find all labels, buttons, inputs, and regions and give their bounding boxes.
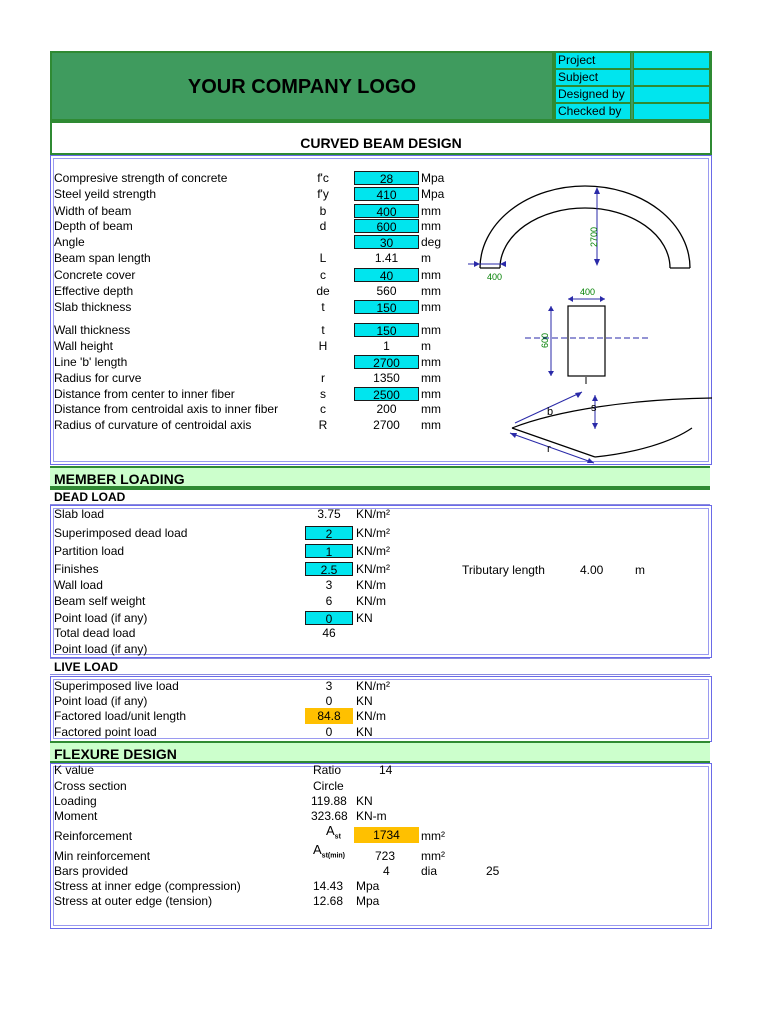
param-input[interactable]: 400 xyxy=(354,204,419,218)
param-input[interactable]: 40 xyxy=(354,268,419,282)
param-input[interactable]: 150 xyxy=(354,323,419,337)
live-load-title: LIVE LOAD xyxy=(54,660,119,674)
param-label: Radius for curve xyxy=(54,371,142,385)
param-label: Beam span length xyxy=(54,251,151,265)
param-symbol: f'y xyxy=(317,187,329,201)
param-input[interactable]: 150 xyxy=(354,300,419,314)
reinforcement-value: 1734 xyxy=(354,827,419,843)
stress-inner-unit: Mpa xyxy=(356,879,380,893)
live-load-unit: KN xyxy=(356,694,373,708)
dead-load-unit: KN/m² xyxy=(356,544,390,558)
param-unit: Mpa xyxy=(421,187,445,201)
param-label: Radius of curvature of centroidal axis xyxy=(54,418,252,432)
dead-load-unit: KN/m² xyxy=(356,507,390,521)
param-input[interactable]: 2500 xyxy=(354,387,419,401)
param-label: Wall height xyxy=(54,339,113,353)
dead-load-title: DEAD LOAD xyxy=(54,490,126,504)
param-input[interactable]: 600 xyxy=(354,219,419,233)
param-value: 1.41 xyxy=(374,251,399,265)
dead-load-input[interactable]: 0 xyxy=(305,611,353,625)
param-label: Width of beam xyxy=(54,204,132,218)
live-load-highlight: 84.8 xyxy=(305,708,353,724)
cross-section-value: Circle xyxy=(313,779,344,793)
flexure-design-header xyxy=(50,741,710,763)
dead-load-input[interactable]: 1 xyxy=(305,544,353,558)
param-unit: mm xyxy=(421,402,441,416)
param-label: Line 'b' length xyxy=(54,355,128,369)
reinforcement-symbol-a: A xyxy=(326,823,335,838)
live-load-unit: KN/m xyxy=(356,709,386,723)
param-unit: mm xyxy=(421,300,441,314)
reinforcement-symbol xyxy=(326,824,341,845)
param-unit: Mpa xyxy=(421,171,445,185)
min-reinforcement-value: 723 xyxy=(375,849,396,863)
live-load-value: 3 xyxy=(325,679,333,693)
dead-load-unit: KN/m xyxy=(356,578,386,592)
tributary-length-unit: m xyxy=(635,563,645,577)
reinforcement-symbol-sub: st xyxy=(334,833,341,841)
param-value: 1 xyxy=(383,339,390,353)
subject-label: Subject xyxy=(555,69,631,86)
param-symbol: c xyxy=(320,402,326,416)
dead-load-label: Point load (if any) xyxy=(54,611,148,625)
stress-outer-value: 12.68 xyxy=(313,894,344,908)
param-input[interactable]: 2700 xyxy=(354,355,419,369)
dead-load-label: Total dead load xyxy=(54,626,136,640)
member-loading-header xyxy=(50,466,710,488)
project-label: Project xyxy=(555,52,631,69)
dead-load-label: Beam self weight xyxy=(54,594,146,608)
param-unit: m xyxy=(421,339,431,353)
param-unit: mm xyxy=(421,387,441,401)
param-input[interactable]: 30 xyxy=(354,235,419,249)
min-reinforcement-symbol xyxy=(313,843,345,864)
param-label: Distance from center to inner fiber xyxy=(54,387,235,401)
param-symbol: d xyxy=(319,219,327,233)
stress-inner-value: 14.43 xyxy=(313,879,344,893)
param-unit: mm xyxy=(421,418,441,432)
sector-b-label: b xyxy=(547,406,554,418)
min-reinforcement-symbol-sub: st(min) xyxy=(321,852,346,860)
param-symbol: H xyxy=(318,339,328,353)
param-symbol: b xyxy=(319,204,327,218)
loading-value: 119.88 xyxy=(311,794,347,808)
param-symbol: t xyxy=(321,300,325,314)
dead-load-unit: KN xyxy=(356,611,373,625)
param-input[interactable]: 410 xyxy=(354,187,419,201)
reinforcement-label: Reinforcement xyxy=(54,829,133,843)
param-symbol: f'c xyxy=(317,171,329,185)
dead-load-unit: KN/m xyxy=(356,594,386,608)
loading-label: Loading xyxy=(54,794,97,808)
bars-provided-value: 4 xyxy=(383,864,390,878)
arch-height-label: 2700 xyxy=(589,226,599,247)
param-value: 200 xyxy=(376,402,397,416)
param-value: 2700 xyxy=(373,418,400,432)
param-label: Steel yeild strength xyxy=(54,187,157,201)
min-reinforcement-label: Min reinforcement xyxy=(54,849,151,863)
param-unit: deg xyxy=(421,235,442,249)
member-loading-title: MEMBER LOADING xyxy=(54,471,185,487)
param-unit: mm xyxy=(421,284,441,298)
section-width-label: 400 xyxy=(580,287,596,297)
param-unit: mm xyxy=(421,268,441,282)
param-unit: mm xyxy=(421,219,441,233)
checked-by-field[interactable] xyxy=(633,103,710,120)
arch-width-label: 400 xyxy=(487,272,503,282)
param-label: Concrete cover xyxy=(54,268,136,282)
dead-load-label: Point load (if any) xyxy=(54,642,148,656)
dead-load-unit: KN/m² xyxy=(356,562,390,576)
dead-load-value: 6 xyxy=(325,594,333,608)
reinforcement-unit: mm² xyxy=(421,829,445,843)
param-symbol: c xyxy=(320,268,326,282)
k-value: 14 xyxy=(379,763,393,777)
dead-load-value: 3.75 xyxy=(317,507,341,521)
dead-load-label: Wall load xyxy=(54,578,103,592)
param-label: Slab thickness xyxy=(54,300,132,314)
param-label: Angle xyxy=(54,235,85,249)
subject-field[interactable] xyxy=(633,69,710,86)
dead-load-value: 3 xyxy=(325,578,333,592)
dead-load-unit: KN/m² xyxy=(356,526,390,540)
dead-load-label: Superimposed dead load xyxy=(54,526,188,540)
sector-s-label: s xyxy=(591,402,597,414)
company-logo-text: YOUR COMPANY LOGO xyxy=(187,76,417,98)
checked-by-label: Checked by xyxy=(555,103,631,120)
param-input[interactable]: 28 xyxy=(354,171,419,185)
live-load-value: 0 xyxy=(325,725,333,739)
bars-provided-label: Bars provided xyxy=(54,864,129,878)
dead-load-label: Finishes xyxy=(54,562,99,576)
param-symbol: r xyxy=(321,371,325,385)
section-depth-label: 600 xyxy=(540,332,550,348)
moment-value: 323.68 xyxy=(311,809,348,823)
stress-inner-label: Stress at inner edge (compression) xyxy=(54,879,241,893)
project-field[interactable] xyxy=(633,52,710,69)
k-value-label: K value xyxy=(54,763,95,777)
param-value: 560 xyxy=(376,284,397,298)
curved-beam-diagram xyxy=(460,185,712,465)
dead-load-label: Partition load xyxy=(54,544,125,558)
min-reinforcement-symbol-a: A xyxy=(313,842,322,857)
designed-by-field[interactable] xyxy=(633,86,710,103)
live-load-unit: KN/m² xyxy=(356,679,390,693)
bars-dia-label: dia xyxy=(421,864,438,878)
param-unit: mm xyxy=(421,371,441,385)
flexure-design-title: FLEXURE DESIGN xyxy=(54,746,177,762)
param-label: Wall thickness xyxy=(54,323,131,337)
tributary-length-label: Tributary length xyxy=(462,563,545,577)
cross-section-label: Cross section xyxy=(54,779,127,793)
designed-by-label: Designed by xyxy=(555,86,631,103)
dead-load-input[interactable]: 2 xyxy=(305,526,353,540)
param-unit: m xyxy=(421,251,431,265)
stress-outer-label: Stress at outer edge (tension) xyxy=(54,894,213,908)
live-load-label: Superimposed live load xyxy=(54,679,179,693)
param-value: 1350 xyxy=(373,371,400,385)
param-unit: mm xyxy=(421,323,441,337)
live-load-label: Point load (if any) xyxy=(54,694,148,708)
loading-unit: KN xyxy=(356,794,373,808)
param-label: Distance from centroidal axis to inner fiber xyxy=(54,402,279,416)
dead-load-label: Slab load xyxy=(54,507,105,521)
param-label: Effective depth xyxy=(54,284,134,298)
param-symbol: R xyxy=(318,418,328,432)
param-label: Depth of beam xyxy=(54,219,133,233)
param-unit: mm xyxy=(421,204,441,218)
moment-unit: KN-m xyxy=(356,809,387,823)
live-load-label: Factored point load xyxy=(54,725,157,739)
stress-outer-unit: Mpa xyxy=(356,894,380,908)
live-load-unit: KN xyxy=(356,725,373,739)
param-symbol: de xyxy=(316,284,330,298)
param-symbol: s xyxy=(320,387,326,401)
moment-label: Moment xyxy=(54,809,98,823)
live-load-header xyxy=(50,658,710,675)
dead-load-header xyxy=(50,488,710,505)
min-reinforcement-unit: mm² xyxy=(421,849,445,863)
param-unit: mm xyxy=(421,355,441,369)
bars-dia-value: 25 xyxy=(486,864,500,878)
param-label: Compresive strength of concrete xyxy=(54,171,228,185)
sector-r-label: r xyxy=(547,443,551,455)
dead-load-value: 46 xyxy=(322,626,336,640)
param-symbol: t xyxy=(321,323,325,337)
k-value-symbol: Ratio xyxy=(313,763,342,777)
live-load-value: 0 xyxy=(325,694,333,708)
page-title: CURVED BEAM DESIGN xyxy=(300,135,462,151)
param-symbol: L xyxy=(319,251,327,265)
tributary-length-value: 4.00 xyxy=(580,563,604,577)
dead-load-input[interactable]: 2.5 xyxy=(305,562,353,576)
live-load-label: Factored load/unit length xyxy=(54,709,187,723)
